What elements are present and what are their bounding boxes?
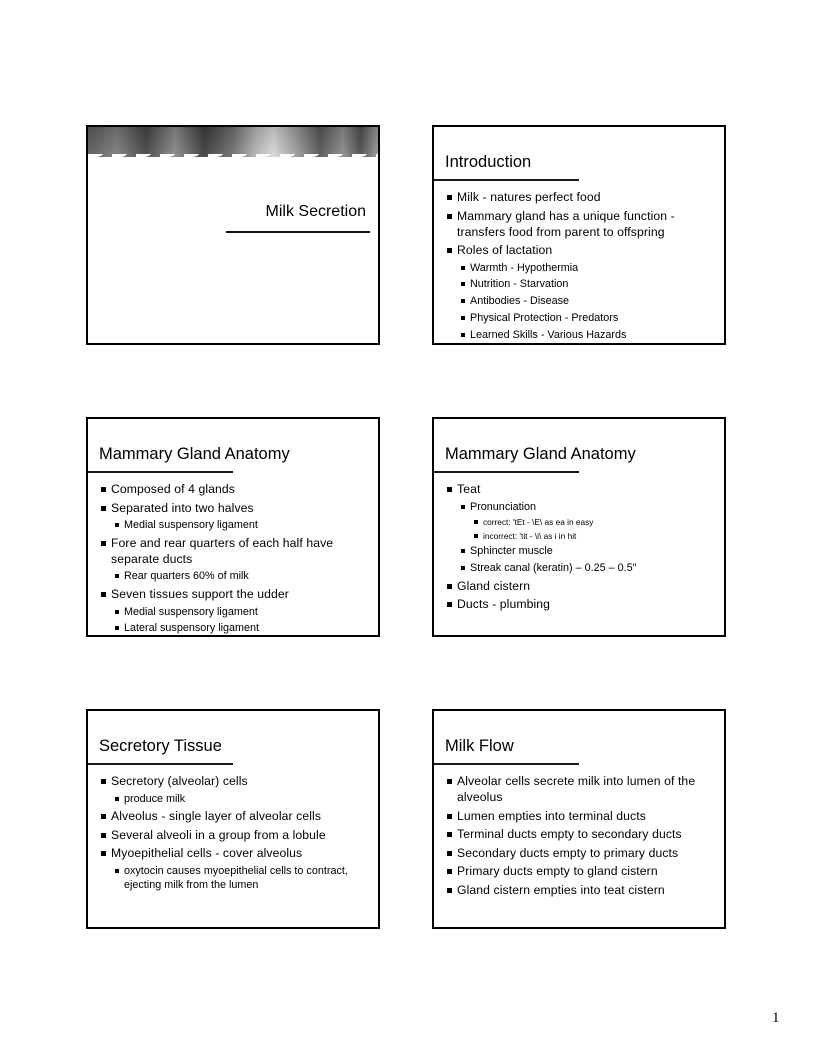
title-underline [434,179,579,181]
bullet: Gland cistern empties into teat cistern [446,882,716,898]
sub-bullet: Sphincter muscle [446,544,716,558]
slide-6-milk-flow [432,709,726,929]
slide-body [446,189,716,344]
title-underline [88,763,233,765]
sub-sub-bullet: incorrect: 'tit - \i\ as i in hit [446,530,716,542]
bullet: Secretory (alveolar) cells [100,773,370,789]
banner-shade [88,127,378,157]
sub-bullet: Antibodies - Disease [446,294,716,308]
bullet: Secondary ducts empty to primary ducts [446,845,716,861]
sub-bullet: Medial suspensory ligament [100,518,370,532]
slide-body [446,773,716,900]
presentation-title: Milk Secretion [265,203,366,220]
bullet: Roles of lactation [446,242,716,258]
sub-bullet: Physical Protection - Predators [446,311,716,325]
slide-body [100,773,370,895]
sub-sub-bullet: correct: 'tEt - \E\ as ea in easy [446,516,716,528]
slide-4-mammary-gland-anatomy [432,417,726,637]
slide-title: Mammary Gland Anatomy [445,445,636,463]
sub-bullet: Medial suspensory ligament [100,605,370,619]
bullet: Terminal ducts empty to secondary ducts [446,826,716,842]
title-underline [434,471,579,473]
title-underline [434,763,579,765]
sub-bullet: Rear quarters 60% of milk [100,569,370,583]
page-number: 1 [772,1010,780,1026]
bullet: Primary ducts empty to gland cistern [446,863,716,879]
bullet: Composed of 4 glands [100,481,370,497]
title-underline [88,471,233,473]
sub-bullet: Warmth - Hypothermia [446,261,716,275]
sub-bullet: Learned Skills - Various Hazards [446,328,716,342]
bullet: Myoepithelial cells - cover alveolus [100,845,370,861]
slide-body [446,481,716,615]
slide-1-title-slide [86,125,380,345]
bullet: Ducts - plumbing [446,596,716,612]
sub-bullet: Streak canal (keratin) – 0.25 – 0.5" [446,561,716,575]
bullet: Teat [446,481,716,497]
sub-bullet: Pronunciation [446,500,716,514]
bullet: Mammary gland has a unique function - transfers food from parent to offspring [446,208,716,240]
bullet: Several alveoli in a group from a lobule [100,827,370,843]
slide-title: Mammary Gland Anatomy [99,445,290,463]
slide-title: Introduction [445,153,532,171]
bullet: Milk - natures perfect food [446,189,716,205]
sub-bullet: oxytocin causes myoepithelial cells to contract, ejecting milk from the lumen [100,864,370,892]
bullet: Seven tissues support the udder [100,586,370,602]
bullet: Fore and rear quarters of each half have separate ducts [100,535,370,567]
slide-body [100,481,370,637]
title-underline [226,231,370,233]
sub-bullet: produce milk [100,792,370,806]
slide-title: Secretory Tissue [99,737,222,755]
slide-5-secretory-tissue [86,709,380,929]
bullet: Gland cistern [446,578,716,594]
slide-title: Milk Flow [445,737,514,755]
bullet: Separated into two halves [100,500,370,516]
slide-3-mammary-gland-anatomy [86,417,380,637]
bullet: Alveolar cells secrete milk into lumen of the alveolus [446,773,716,805]
slide-2-introduction [432,125,726,345]
bullet: Alveolus - single layer of alveolar cells [100,808,370,824]
sub-bullet: Nutrition - Starvation [446,277,716,291]
sub-bullet: Lateral suspensory ligament [100,621,370,635]
bullet: Lumen empties into terminal ducts [446,808,716,824]
